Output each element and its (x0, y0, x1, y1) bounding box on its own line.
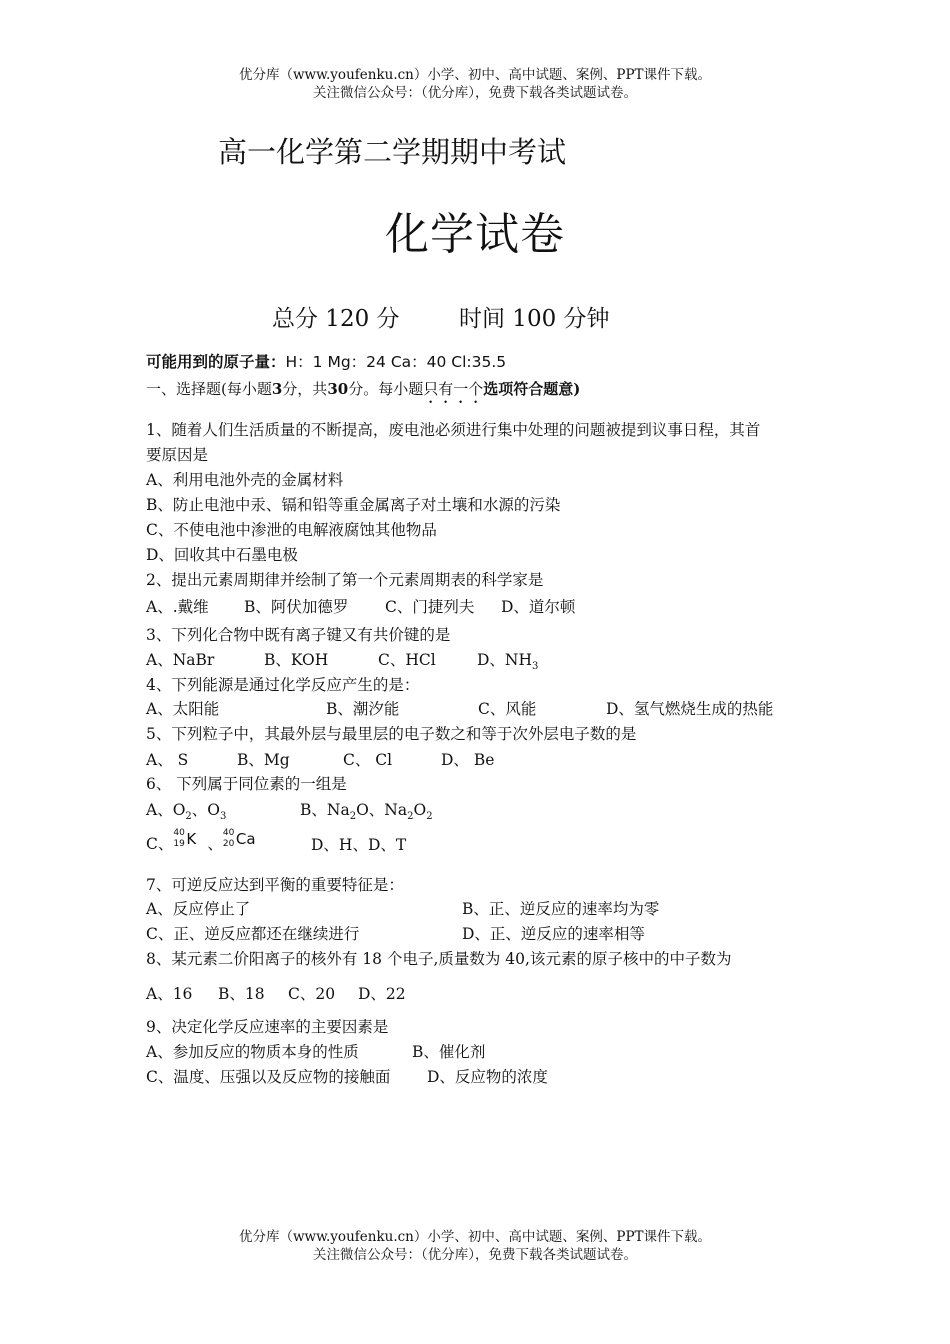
header-line-2: 关注微信公众号：（优分库），免费下载各类试题试卷。 (313, 85, 637, 101)
q7-option-d: D、正、逆反应的速率相等 (462, 925, 645, 943)
isotope-ca-symbol: Ca (235, 830, 256, 848)
isotope-k-number: 19 (173, 839, 185, 849)
header-line-1: 优分库（www.youfenku.cn）小学、初中、高中试题、案例、PPT课件下载。 (238, 67, 712, 83)
exam-time: 时间 100 分钟 (459, 306, 610, 332)
q6-c-separator: 、 (207, 835, 223, 853)
q6-b-sub1: 2 (349, 811, 357, 823)
q6-option-c (146, 828, 257, 856)
q6-b-mid2: O (413, 801, 427, 819)
q6-option-b (300, 798, 433, 822)
q1-option-c: C、不使电池中渗泄的电解液腐蚀其他物品 (146, 521, 437, 539)
q5-option-b: B、Mg (237, 751, 290, 769)
q6-option-d: D、H、D、T (311, 836, 407, 854)
q7-option-c: C、正、逆反应都还在继续进行 (146, 925, 360, 943)
footer-line-2: 关注微信公众号：（优分库），免费下载各类试题试卷。 (313, 1247, 637, 1263)
q6-b-sub3: 2 (426, 811, 433, 823)
q9-option-d: D、反应物的浓度 (427, 1068, 548, 1086)
q3-option-d-subscript: 3 (532, 661, 539, 673)
section-points-each: 3 (271, 380, 283, 398)
q8-option-c: C、20 (288, 985, 336, 1003)
q1-option-d: D、回收其中石墨电极 (146, 546, 298, 564)
q6-a-sub1: 2 (185, 811, 192, 823)
section-heading (146, 378, 580, 407)
q6-b-sub2: 2 (407, 811, 414, 823)
q8-stem: 8、某元素二价阳离子的核外有 18 个电子,质量数为 40,该元素的原子核中的中子数为 (146, 950, 732, 968)
q2-option-c: C、门捷列夫 (385, 598, 475, 616)
atomic-label: 可能用到的原子量： (146, 353, 286, 371)
isotope-k-mass: 40 (173, 828, 185, 838)
q2-option-d: D、道尔顿 (501, 598, 576, 616)
isotope-k (173, 828, 207, 856)
q6-a-mid: 、O (191, 801, 220, 819)
isotope-ca-mass: 40 (222, 828, 235, 838)
q3-option-c: C、HCl (378, 651, 436, 669)
section-points-total: 30 (327, 380, 349, 398)
q2-stem: 2、提出元素周期律并绘制了第一个元素周期表的科学家是 (146, 571, 544, 589)
q4-option-d: D、氢气燃烧生成的热能 (606, 700, 774, 718)
section-text-post: 选项符合题意) (483, 380, 581, 398)
q5-option-a: A、 S (146, 751, 189, 769)
atomic-values: H：1 Mg：24 Ca：40 Cl:35.5 (285, 353, 507, 371)
q6-c-label: C、 (146, 835, 174, 853)
exam-title: 高一化学第二学期期中考试 (218, 135, 567, 169)
section-text-pre: 一、选择题(每小题 (146, 380, 272, 398)
footer-line-1: 优分库（www.youfenku.cn）小学、初中、高中试题、案例、PPT课件下载。 (238, 1229, 712, 1245)
q8-option-b: B、18 (218, 985, 265, 1003)
exam-subtitle: 化学试卷 (385, 209, 565, 260)
q3-option-b: B、KOH (264, 651, 329, 669)
atomic-masses (146, 350, 506, 372)
isotope-k-symbol: K (186, 830, 197, 848)
q2-option-a: A、.戴维 (146, 598, 209, 616)
q5-option-d: D、 Be (441, 751, 495, 769)
q6-b-mid: O、Na (356, 801, 408, 819)
isotope-ca-number: 20 (222, 839, 235, 849)
q3-option-d-text: D、NH (477, 651, 533, 669)
q3-option-d (477, 648, 538, 672)
isotope-ca (222, 828, 257, 856)
q7-option-b: B、正、逆反应的速率均为零 (462, 900, 660, 918)
q1-stem-line1: 1、随着人们生活质量的不断提高，废电池必须进行集中处理的问题被提到议事日程，其首 (146, 421, 761, 439)
q5-option-c: C、 Cl (343, 751, 393, 769)
q5-stem: 5、下列粒子中，其最外层与最里层的电子数之和等于次外层电子数的是 (146, 725, 637, 743)
q1-stem-line2: 要原因是 (146, 446, 209, 464)
q7-stem: 7、可逆反应达到平衡的重要特征是： (146, 876, 404, 894)
q4-option-c: C、风能 (478, 700, 537, 718)
q9-stem: 9、决定化学反应速率的主要因素是 (146, 1018, 389, 1036)
total-score: 总分 120 分 (272, 306, 400, 332)
page-header (0, 66, 950, 102)
q9-option-a: A、参加反应的物质本身的性质 (146, 1043, 359, 1061)
q4-option-a: A、太阳能 (146, 700, 220, 718)
section-emphasis: 只有一个 (423, 380, 484, 398)
q4-option-b: B、潮汐能 (326, 700, 400, 718)
q6-option-a (146, 798, 226, 822)
q7-option-a: A、反应停止了 (146, 900, 251, 918)
q9-option-c: C、温度、压强以及反应物的接触面 (146, 1068, 391, 1086)
q8-option-d: D、22 (358, 985, 406, 1003)
page-footer (0, 1228, 950, 1264)
q4-stem: 4、下列能源是通过化学反应产生的是： (146, 676, 420, 694)
section-text-mid2: 分。每小题 (348, 380, 424, 398)
q6-stem: 6、 下列属于同位素的一组是 (146, 775, 347, 793)
q9-option-b: B、催化剂 (412, 1043, 486, 1061)
q1-option-b: B、防止电池中汞、镉和铅等重金属离子对土壤和水源的污染 (146, 496, 561, 514)
q6-b-na: B、Na (300, 801, 350, 819)
q8-option-a: A、16 (146, 985, 193, 1003)
q6-a-o: A、O (146, 801, 186, 819)
q2-option-b: B、阿伏加德罗 (244, 598, 349, 616)
q3-stem: 3、下列化合物中既有离子键又有共价键的是 (146, 626, 451, 644)
q3-option-a: A、NaBr (146, 651, 215, 669)
q6-a-sub2: 3 (220, 811, 227, 823)
q1-option-a: A、利用电池外壳的金属材料 (146, 471, 344, 489)
section-text-mid: 分，共 (282, 380, 328, 398)
